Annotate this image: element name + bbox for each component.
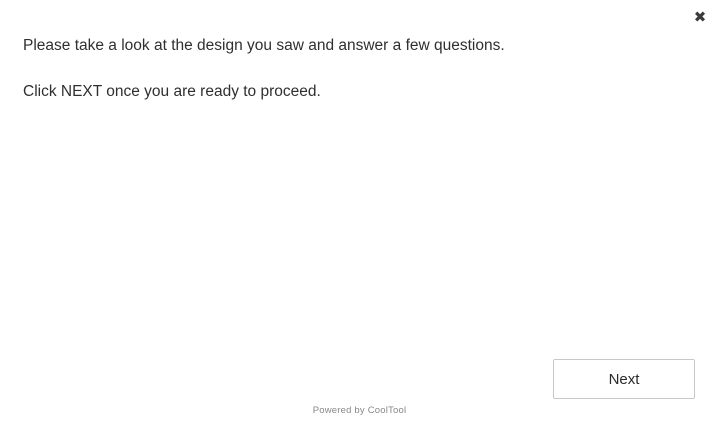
instructions-block: [23, 36, 695, 103]
close-icon[interactable]: ✖: [689, 6, 711, 28]
powered-by-label: Powered by CoolTool: [312, 405, 407, 416]
instruction-secondary-text: Click NEXT once you are ready to proceed.: [23, 82, 321, 100]
next-button[interactable]: Next: [553, 359, 695, 399]
instruction-primary-text: Please take a look at the design you saw and answer a few questions.: [23, 37, 505, 54]
